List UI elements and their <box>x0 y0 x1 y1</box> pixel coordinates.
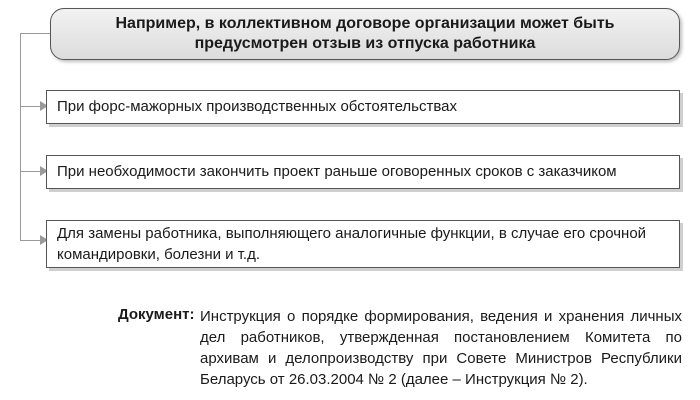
arrow-icon <box>20 106 42 107</box>
document-label: Документ: <box>118 306 195 323</box>
item-text: При необходимости закончить проект раньше оговоренных сроков с заказчиком <box>57 163 617 180</box>
arrow-icon <box>20 240 42 241</box>
connector-top-line <box>20 33 50 34</box>
item-box-project-deadline <box>46 155 680 189</box>
header-line-2: предусмотрен отзыв из отпуска работника <box>194 35 536 52</box>
item-text: При форс-мажорных производственных обстоятельствах <box>57 98 458 115</box>
connector-vertical-line <box>20 33 21 241</box>
header-line-1: Например, в коллективном договоре организации может быть <box>115 15 615 32</box>
item-box-force-majeure <box>46 90 680 124</box>
item-text: Для замены работника, выполняющего аналогичные функции, в случае его срочной командировки, болезни и т.д. <box>57 225 647 263</box>
header-box <box>50 8 680 60</box>
arrow-icon <box>20 171 42 172</box>
document-text: Инструкция о порядке формирования, ведения и хранения личных дел работников, утвержденная постановлением Комитета по архивам и делопроизводству при Совете Министров Республики Беларусь от 26.03.2004 № 2 (далее – Инструкция № 2). <box>200 308 682 388</box>
item-box-replacement <box>46 220 680 268</box>
